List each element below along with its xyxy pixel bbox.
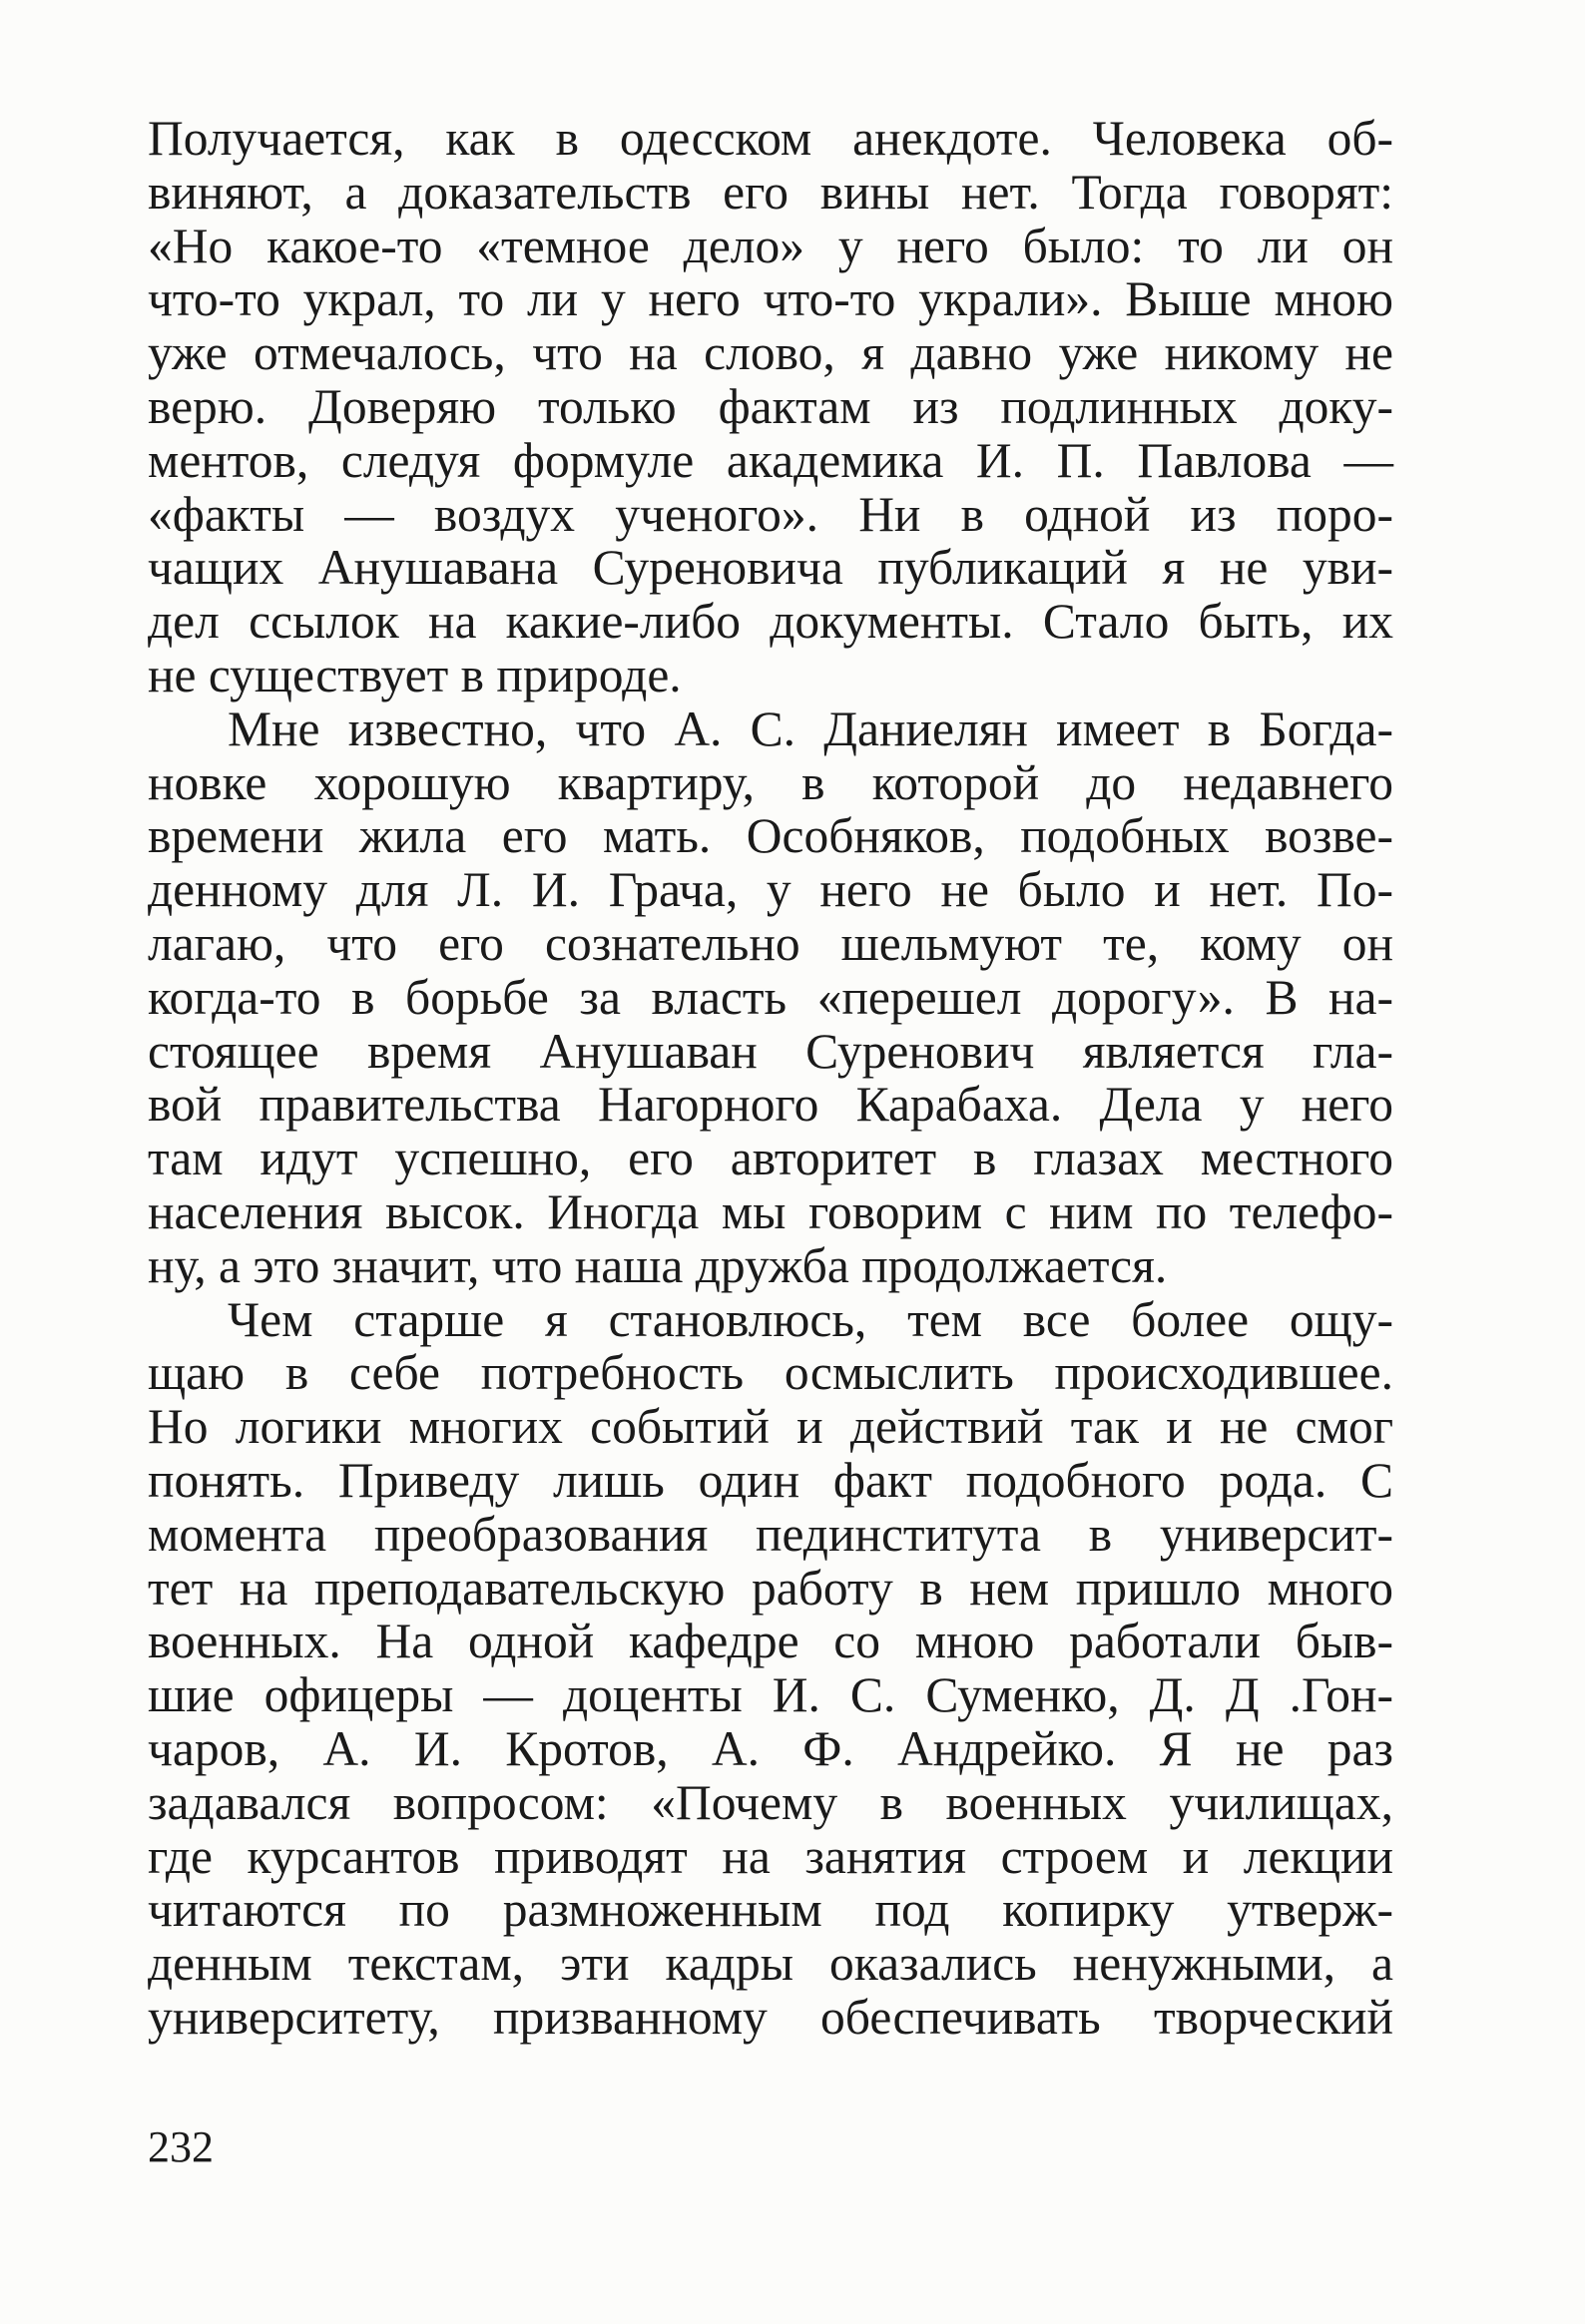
text-line: Чем старше я становлюсь, тем все более ощу- (228, 1291, 1393, 1347)
text-line: понять. Приведу лишь один факт подобного рода. С (148, 1452, 1393, 1508)
text-line: ну, а это значит, что наша дружба продолжается. (148, 1237, 1168, 1293)
text-line: «факты — воздух ученого». Ни в одной из поро- (148, 486, 1393, 542)
text-line: дел ссылок на какие-либо документы. Стало быть, их (148, 594, 1393, 650)
text-line: стоящее время Анушаван Суренович является гла- (148, 1023, 1393, 1079)
text-line: верю. Доверяю только фактам из подлинных доку- (148, 378, 1393, 434)
text-line: денному для Л. И. Грача, у него не было и нет. По- (148, 862, 1393, 918)
text-line: Получается, как в одесском анекдоте. Человека об- (148, 111, 1393, 166)
text-line: уже отмечалось, что на слово, я давно уже никому не (148, 325, 1393, 381)
text-line: чащих Анушавана Суреновича публикаций я не уви- (148, 540, 1393, 596)
paragraph-3 (148, 1293, 1393, 2045)
text-line: ментов, следуя формуле академика И. П. Павлова — (148, 432, 1393, 488)
text-line: момента преобразования пединститута в университ- (148, 1506, 1393, 1562)
text-line: виняют, а доказательств его вины нет. Тогда говорят: (148, 164, 1393, 220)
text-line: лагаю, что его сознательно шельмуют те, кому он (148, 915, 1393, 971)
text-line: когда-то в борьбе за власть «перешел дорогу». В на- (148, 969, 1393, 1025)
text-line: денным текстам, эти кадры оказались ненужными, а (148, 1936, 1393, 1992)
text-line: населения высок. Иногда мы говорим с ним по телефо- (148, 1183, 1393, 1239)
text-line: щаю в себе потребность осмыслить происходившее. (148, 1345, 1393, 1401)
text-line: времени жила его мать. Особняков, подобных возве- (148, 808, 1393, 864)
text-line: военных. На одной кафедре со мною работали быв- (148, 1614, 1393, 1669)
text-line: «Но какое-то «темное дело» у него было: то ли он (148, 218, 1393, 273)
text-line: задавался вопросом: «Почему в военных училищах, (148, 1774, 1393, 1830)
text-line: где курсантов приводят на занятия строем и лекции (148, 1828, 1393, 1884)
text-line: новке хорошую квартиру, в которой до недавнего (148, 754, 1393, 810)
text-line: не существует в природе. (148, 647, 682, 702)
text-line: там идут успешно, его авторитет в глазах местного (148, 1131, 1393, 1186)
paragraph-2 (148, 702, 1393, 1293)
paragraph-1 (148, 112, 1393, 702)
text-line: чаров, А. И. Кротов, А. Ф. Андрейко. Я не раз (148, 1720, 1393, 1776)
text-line: шие офицеры — доценты И. С. Суменко, Д. Д .Гон- (148, 1667, 1393, 1723)
text-line: Мне известно, что А. С. Даниелян имеет в Богда- (228, 700, 1393, 756)
text-line: читаются по размноженным под копирку утверж- (148, 1882, 1393, 1938)
text-line: что-то украл, то ли у него что-то украли». Выше мною (148, 271, 1393, 327)
text-line: Но логики многих событий и действий так и не смог (148, 1399, 1393, 1455)
body-text (148, 112, 1393, 2045)
page-number: 232 (148, 2122, 214, 2171)
text-line: тет на преподавательскую работу в нем пришло много (148, 1560, 1393, 1616)
text-line: университету, призванному обеспечивать творческий (148, 1989, 1393, 2045)
text-line: вой правительства Нагорного Карабаха. Дела у него (148, 1077, 1393, 1133)
